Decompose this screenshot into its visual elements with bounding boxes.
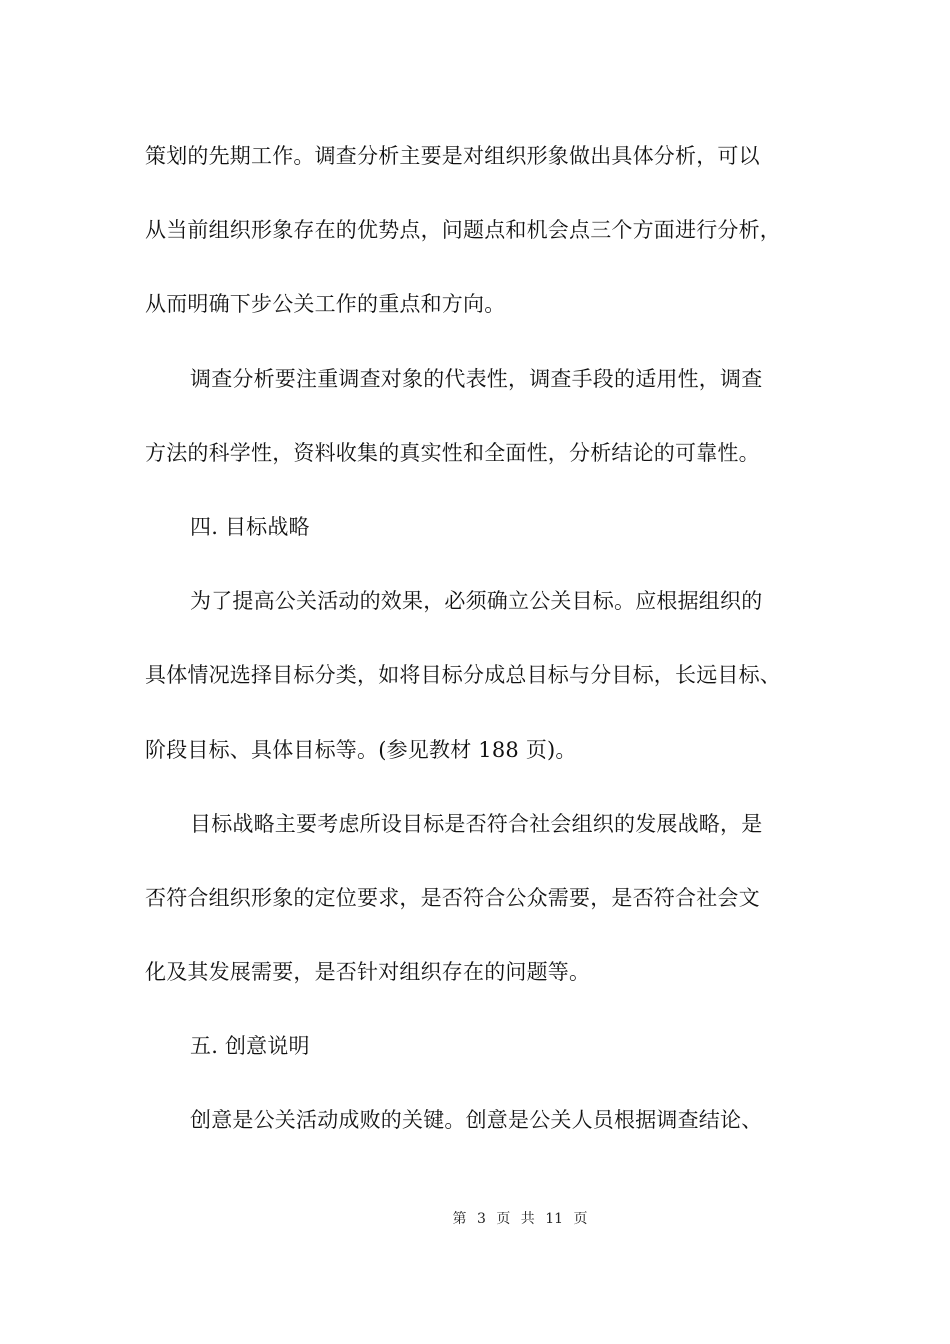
footer-total-pages: 11 [545,1211,564,1227]
text-line: 策划的先期工作。调查分析主要是对组织形象做出具体分析，可以 [145,144,760,168]
paragraph-start-line: 为了提高公关活动的效果，必须确立公关目标。应根据组织的 [190,589,763,614]
footer-current-page: 3 [476,1211,486,1227]
paragraph-start-line: 创意是公关活动成败的关键。创意是公关人员根据调查结论、 [190,1108,763,1133]
paragraph-start-line: 调查分析要注重调查对象的代表性，调查手段的适用性，调查 [190,366,763,391]
text-line: 具体情况选择目标分类，如将目标分成总目标与分目标，长远目标、 [145,663,781,688]
section-heading-target-strategy: 四. 目标战略 [190,514,310,539]
text-line: 从当前组织形象存在的优势点，问题点和机会点三个方面进行分析， [145,218,781,243]
document-body [145,136,825,1175]
footer-di: 第 [452,1211,467,1227]
footer-ye: 页 [496,1211,511,1227]
footer-gong: 共 [520,1211,535,1227]
text-line: 从而明确下步公关工作的重点和方向。 [145,292,506,317]
text-line: 化及其发展需要，是否针对组织存在的问题等。 [145,960,591,985]
text-line: 方法的科学性，资料收集的真实性和全面性，分析结论的可靠性。 [145,440,760,465]
text-line: 阶段目标、具体目标等。(参见教材 188 页)。 [145,737,577,762]
section-heading-creative-description: 五. 创意说明 [190,1034,310,1059]
page-footer [0,1208,950,1228]
text-line: 否符合组织形象的定位要求，是否符合公众需要，是否符合社会文 [145,885,760,910]
paragraph-start-line: 目标战略主要考虑所设目标是否符合社会组织的发展战略，是 [190,811,763,836]
footer-ye: 页 [573,1211,588,1227]
